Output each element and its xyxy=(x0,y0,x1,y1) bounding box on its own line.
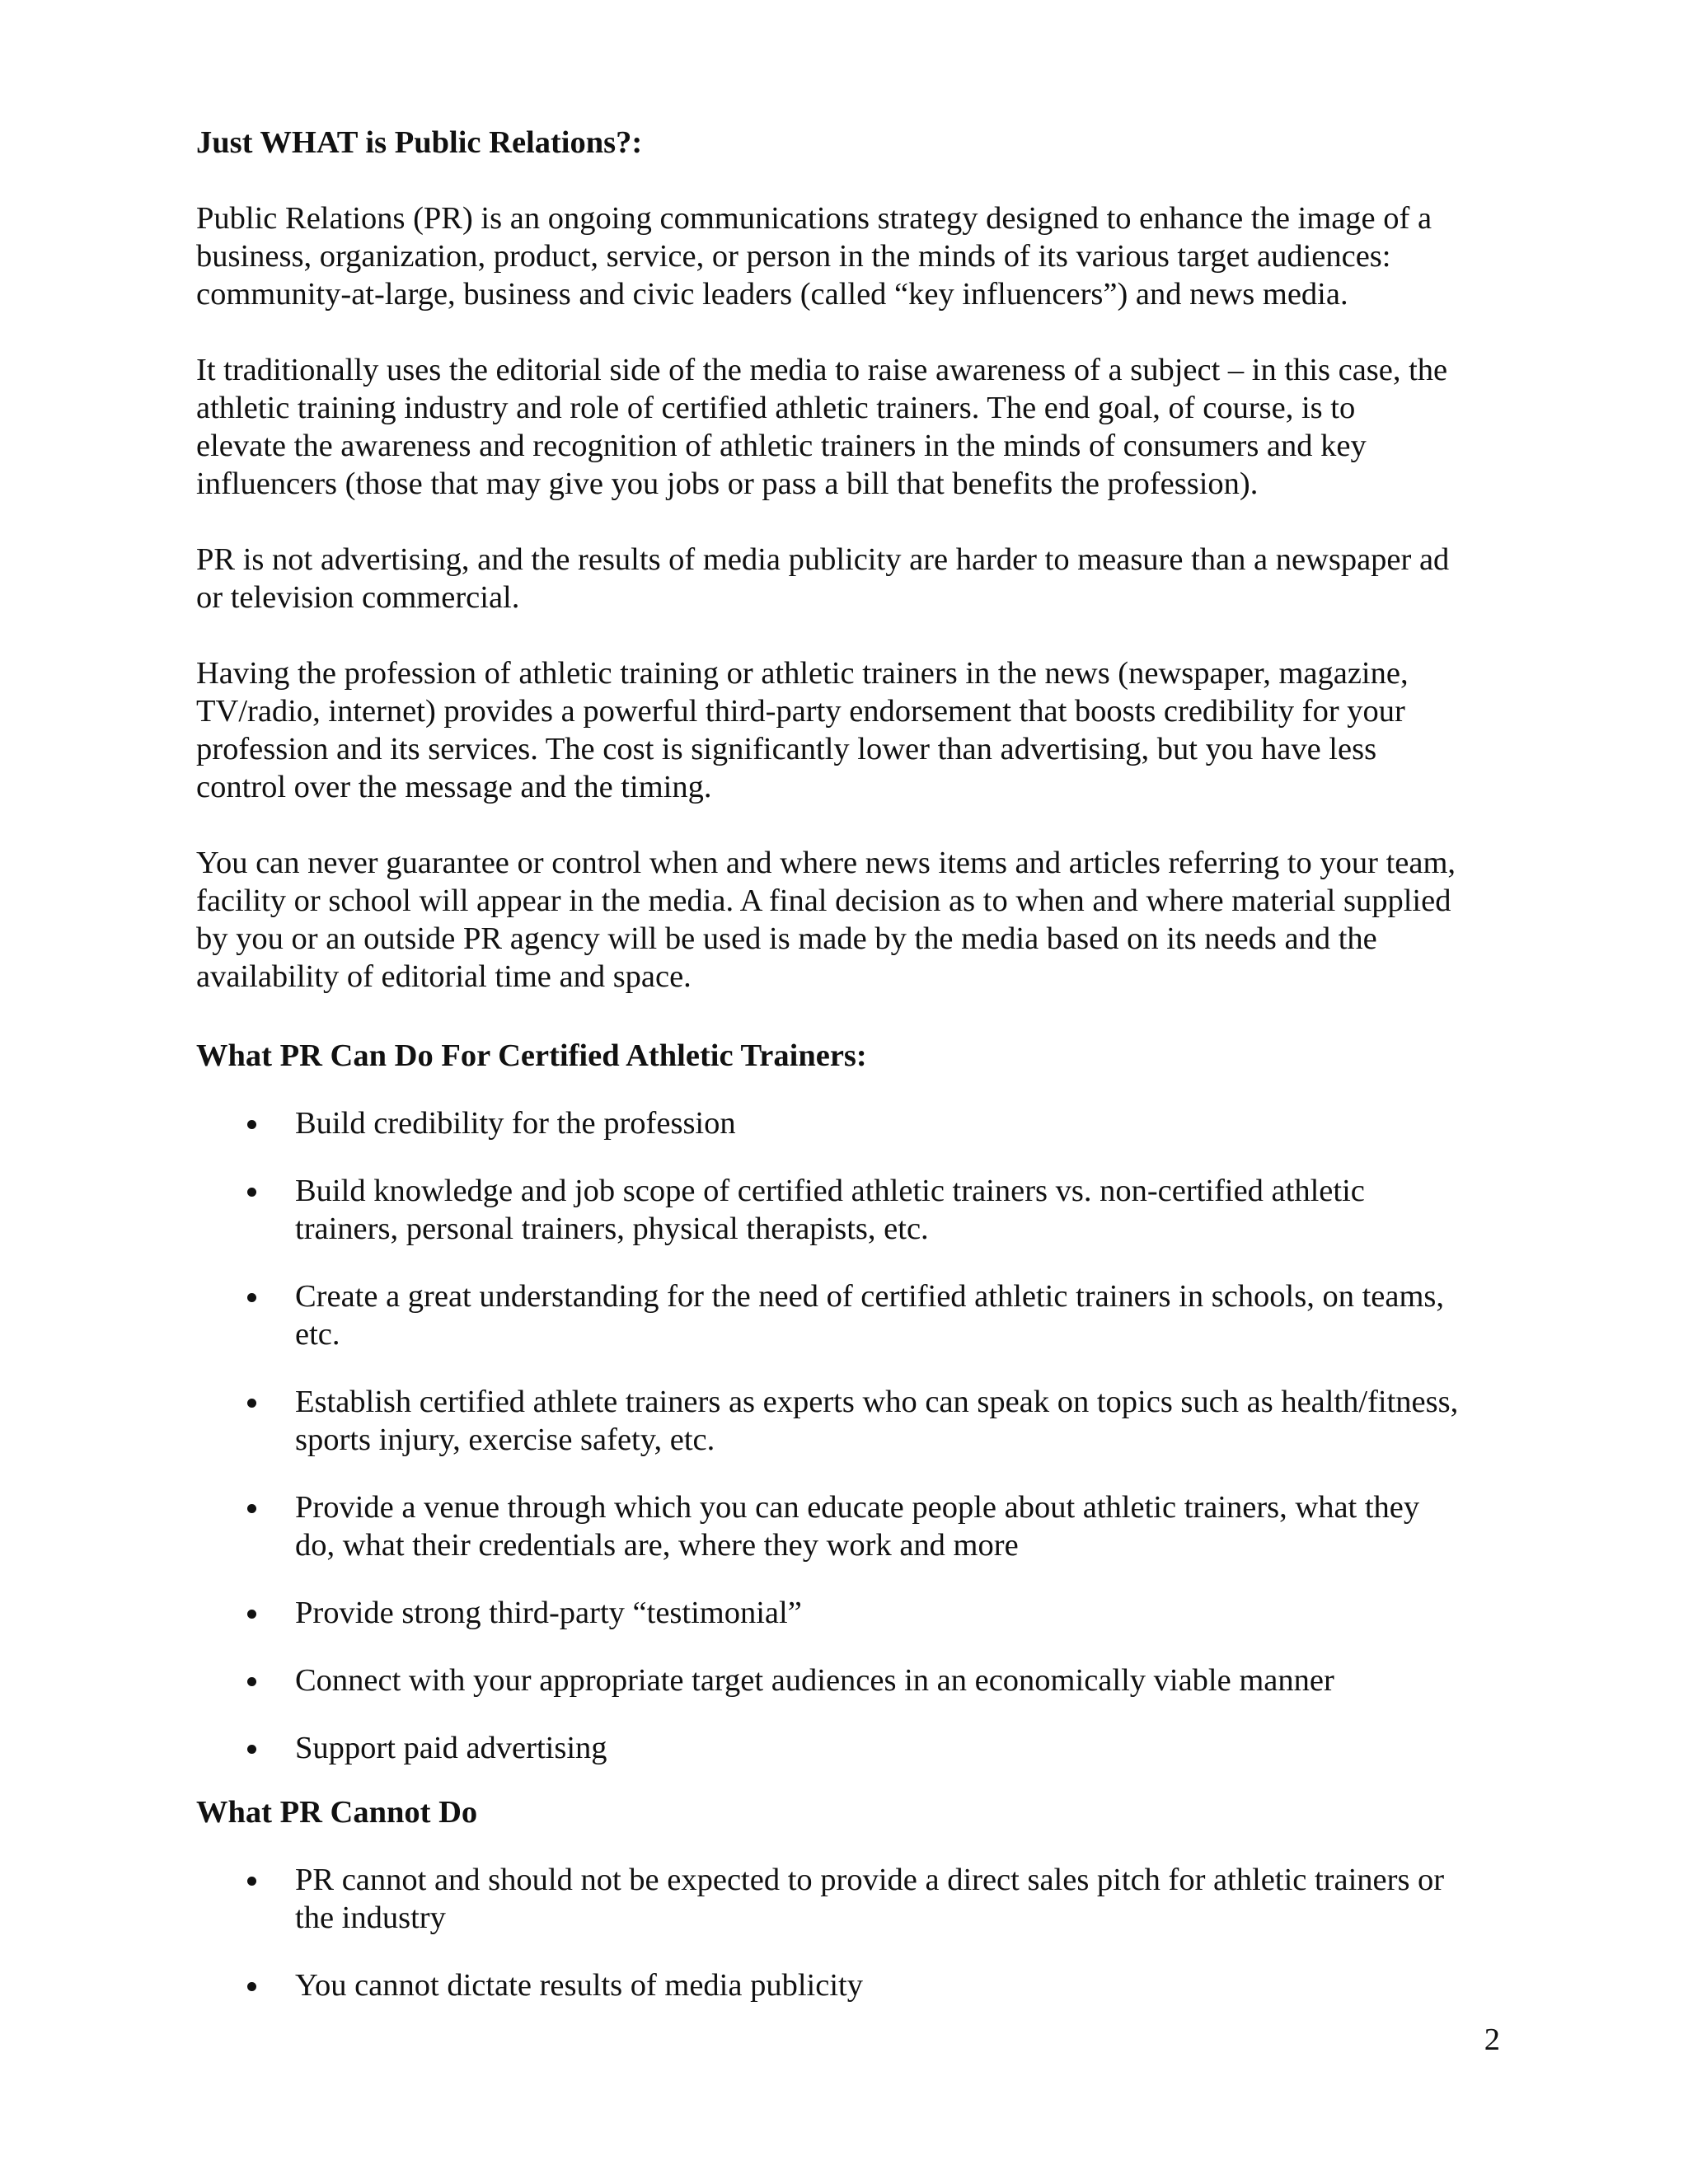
paragraph-editorial-side xyxy=(196,351,1498,503)
list-item xyxy=(196,1729,1498,1767)
text-line: community-at-large, business and civic leaders (called “key influencers”) and news media. xyxy=(196,277,1348,312)
bullet-icon xyxy=(247,1677,256,1686)
paragraph-pr-definition xyxy=(196,199,1498,313)
text-line: Create a great understanding for the need of certified athletic trainers in schools, on teams, xyxy=(295,1279,1445,1314)
text-line: by you or an outside PR agency will be used is made by the media based on its needs and the xyxy=(196,921,1377,956)
cannot-do-list xyxy=(196,1861,1498,2004)
page-number: 2 xyxy=(1484,2022,1500,2057)
list-item xyxy=(196,1488,1498,1564)
text-line: Provide a venue through which you can educate people about athletic trainers, what they xyxy=(295,1490,1420,1525)
bullet-icon xyxy=(247,1745,256,1754)
text-line: PR is not advertising, and the results of media publicity are harder to measure than a newspaper ad xyxy=(196,542,1450,577)
text-line: TV/radio, internet) provides a powerful third-party endorsement that boosts credibility for your xyxy=(196,694,1405,729)
list-item xyxy=(196,1966,1498,2004)
list-item xyxy=(196,1104,1498,1142)
can-do-list xyxy=(196,1104,1498,1767)
text-line: Build knowledge and job scope of certified athletic trainers vs. non-certified athletic xyxy=(295,1174,1365,1208)
text-line: elevate the awareness and recognition of athletic trainers in the minds of consumers and key xyxy=(196,429,1367,463)
heading-what-pr-can-do: What PR Can Do For Certified Athletic Trainers: xyxy=(196,1038,867,1073)
text-line: Establish certified athlete trainers as experts who can speak on topics such as health/fitness, xyxy=(295,1385,1459,1419)
list-item xyxy=(196,1861,1498,1937)
heading-what-pr-cannot-do: What PR Cannot Do xyxy=(196,1795,478,1830)
text-line: Public Relations (PR) is an ongoing communications strategy designed to enhance the image of a xyxy=(196,201,1432,236)
bullet-icon xyxy=(247,1188,256,1197)
bullet-icon xyxy=(247,1610,256,1619)
text-line: availability of editorial time and space. xyxy=(196,959,692,994)
document-page xyxy=(196,124,1498,2004)
list-item xyxy=(196,1172,1498,1248)
text-line: control over the message and the timing. xyxy=(196,770,712,804)
bullet-icon xyxy=(247,1504,256,1513)
bullet-icon xyxy=(247,1120,256,1129)
text-line: etc. xyxy=(295,1317,340,1352)
text-line: You cannot dictate results of media publicity xyxy=(295,1968,863,2003)
text-line: Support paid advertising xyxy=(295,1731,607,1765)
bullet-icon xyxy=(247,1982,256,1991)
paragraph-no-guarantee xyxy=(196,844,1498,996)
text-line: Connect with your appropriate target audiences in an economically viable manner xyxy=(295,1663,1334,1698)
text-line: influencers (those that may give you jobs or pass a bill that benefits the profession). xyxy=(196,466,1259,501)
paragraph-third-party-endorsement xyxy=(196,654,1498,806)
text-line: athletic training industry and role of certified athletic trainers. The end goal, of course, is to xyxy=(196,391,1356,425)
text-line: the industry xyxy=(295,1900,446,1935)
text-line: Having the profession of athletic training or athletic trainers in the news (newspaper, magazine, xyxy=(196,656,1409,691)
text-line: facility or school will appear in the media. A final decision as to when and where material supplied xyxy=(196,883,1451,918)
text-line: trainers, personal trainers, physical therapists, etc. xyxy=(295,1212,929,1246)
text-line: Build credibility for the profession xyxy=(295,1106,736,1141)
paragraph-not-advertising xyxy=(196,541,1498,616)
bullet-icon xyxy=(247,1877,256,1886)
list-item xyxy=(196,1661,1498,1699)
text-line: profession and its services. The cost is significantly lower than advertising, but you have less xyxy=(196,732,1377,766)
text-line: It traditionally uses the editorial side of the media to raise awareness of a subject – in this case, the xyxy=(196,353,1448,387)
text-line: You can never guarantee or control when and where news items and articles referring to your team, xyxy=(196,846,1456,880)
bullet-icon xyxy=(247,1399,256,1408)
list-item xyxy=(196,1594,1498,1632)
text-line: or television commercial. xyxy=(196,580,520,615)
list-item xyxy=(196,1277,1498,1353)
text-line: Provide strong third-party “testimonial” xyxy=(295,1596,802,1630)
text-line: do, what their credentials are, where they work and more xyxy=(295,1528,1019,1563)
text-line: business, organization, product, service, or person in the minds of its various target audiences: xyxy=(196,239,1391,274)
list-item xyxy=(196,1383,1498,1459)
text-line: sports injury, exercise safety, etc. xyxy=(295,1422,715,1457)
bullet-icon xyxy=(247,1293,256,1302)
heading-what-is-pr: Just WHAT is Public Relations?: xyxy=(196,125,643,160)
text-line: PR cannot and should not be expected to provide a direct sales pitch for athletic trainers or xyxy=(295,1863,1445,1897)
